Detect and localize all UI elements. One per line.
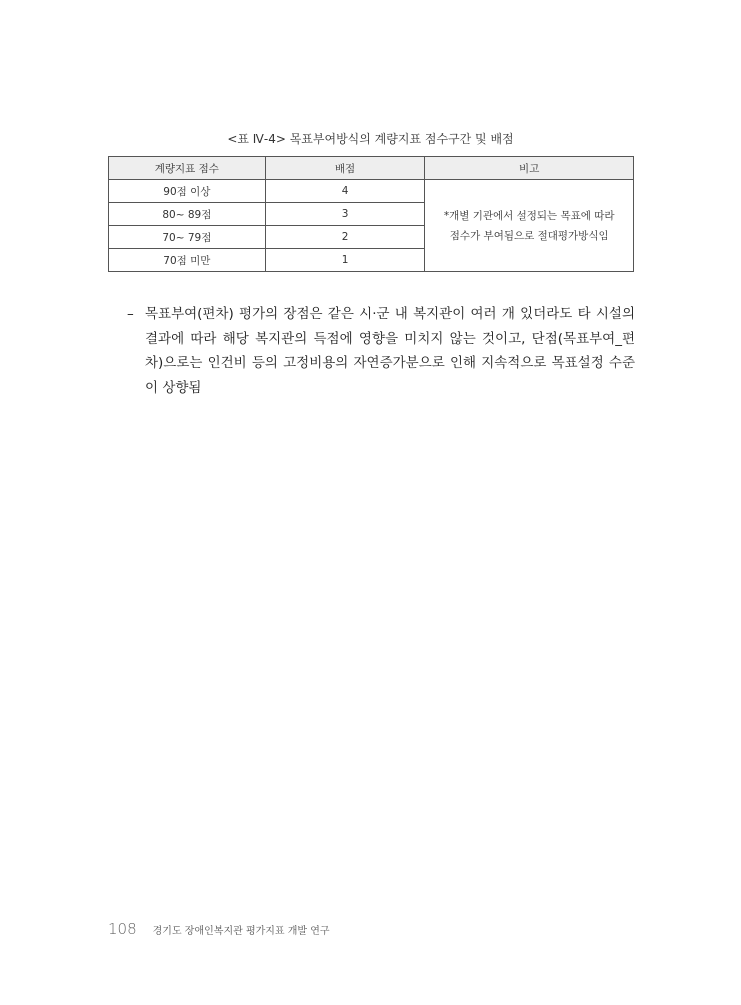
points-cell: 4 xyxy=(265,180,425,203)
footer-title: 경기도 장애인복지관 평가지표 개발 연구 xyxy=(152,926,330,937)
table-caption: <표 Ⅳ-4> 목표부여방식의 계량지표 점수구간 및 배점 xyxy=(227,132,514,146)
table-header-row xyxy=(109,157,634,180)
header-remarks: 비고 xyxy=(425,157,634,180)
page-footer xyxy=(108,920,330,938)
header-score-range: 계량지표 점수 xyxy=(109,157,266,180)
remarks-line: 점수가 부여됨으로 절대평가방식임 xyxy=(449,229,609,242)
score-range-cell: 90점 이상 xyxy=(109,180,266,203)
points-cell: 2 xyxy=(265,226,425,249)
body-paragraph xyxy=(127,302,635,400)
score-table xyxy=(108,156,634,272)
points-cell: 1 xyxy=(265,249,425,272)
paragraph-text: 목표부여(편차) 평가의 장점은 같은 시·군 내 복지관이 여러 개 있더라도 타 시설의 결과에 따라 해당 복지관의 득점에 영향을 미치지 않는 것이고, 단점(목표부여_편차)으로는 인건비 등의 고정비용의 자연증가분으로 인해 지속적으로 목표설정 수준이 상향됨 xyxy=(145,306,635,396)
table-row xyxy=(109,180,634,203)
score-range-cell: 80~ 89점 xyxy=(109,203,266,226)
remarks-line: *개별 기관에서 설정되는 목표에 따라 xyxy=(443,209,615,222)
points-cell: 3 xyxy=(265,203,425,226)
page-number: 108 xyxy=(108,920,137,938)
remarks-cell xyxy=(425,180,634,272)
header-points: 배점 xyxy=(265,157,425,180)
score-range-cell: 70점 미만 xyxy=(109,249,266,272)
score-range-cell: 70~ 79점 xyxy=(109,226,266,249)
bullet-dash: – xyxy=(127,306,134,322)
